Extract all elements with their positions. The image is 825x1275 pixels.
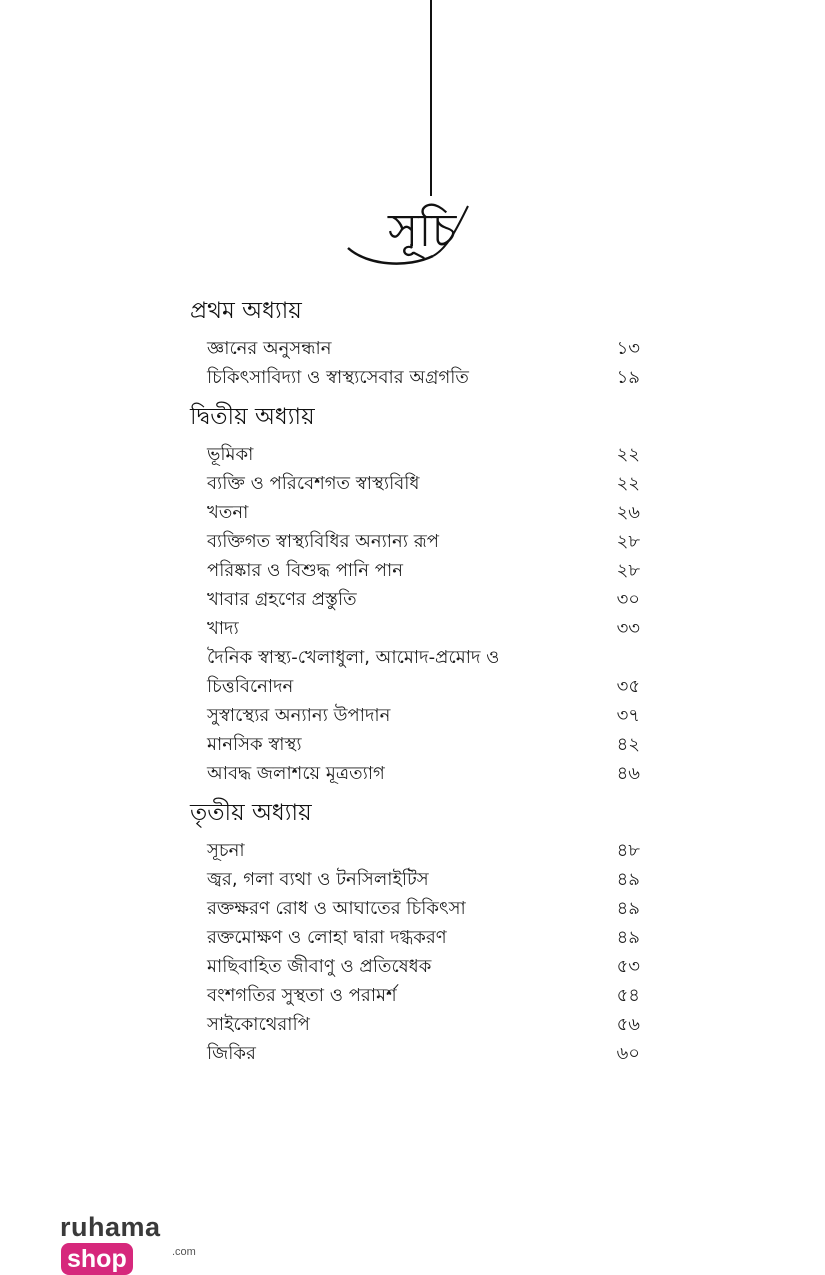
entry-page: ৪৮ bbox=[616, 840, 640, 861]
toc-entry[interactable] bbox=[190, 585, 640, 614]
entry-label: ভূমিকা bbox=[207, 444, 254, 465]
table-of-contents bbox=[190, 296, 640, 1078]
entry-page: ১৩ bbox=[616, 338, 640, 359]
toc-entry[interactable] bbox=[190, 1039, 640, 1068]
chapter-3 bbox=[190, 798, 640, 1068]
logo-text-shop: shop bbox=[61, 1243, 133, 1275]
entry-label: চিত্তবিনোদন bbox=[207, 676, 294, 697]
entry-label: ব্যক্তি ও পরিবেশগত স্বাস্থ্যবিধি bbox=[207, 473, 420, 494]
toc-entry[interactable] bbox=[190, 865, 640, 894]
toc-entry[interactable] bbox=[190, 701, 640, 730]
entry-page: ৪৯ bbox=[616, 869, 640, 890]
entry-label: দৈনিক স্বাস্থ্য-খেলাধুলা, আমোদ-প্রমোদ ও bbox=[207, 647, 500, 668]
hanging-line bbox=[430, 0, 432, 196]
entry-label: জ্বর, গলা ব্যথা ও টনসিলাইটিস bbox=[207, 869, 429, 890]
toc-entry[interactable] bbox=[190, 334, 640, 363]
toc-entry[interactable] bbox=[190, 527, 640, 556]
entry-label: বংশগতির সুস্থতা ও পরামর্শ bbox=[207, 985, 397, 1006]
toc-entry[interactable] bbox=[190, 894, 640, 923]
entry-page: ২৮ bbox=[616, 560, 640, 581]
toc-entry[interactable] bbox=[190, 952, 640, 981]
entry-label: খাদ্য bbox=[207, 618, 239, 639]
toc-entry[interactable] bbox=[190, 981, 640, 1010]
entry-page: ৪৯ bbox=[616, 898, 640, 919]
entry-page: ৩৫ bbox=[616, 676, 640, 697]
entry-page: ২৮ bbox=[616, 531, 640, 552]
entry-label: খতনা bbox=[207, 502, 249, 523]
chapter-title: তৃতীয় অধ্যায় bbox=[190, 800, 312, 826]
entry-label: রক্তক্ষরণ রোধ ও আঘাতের চিকিৎসা bbox=[207, 898, 466, 919]
logo-text-ruhama: ruhama bbox=[60, 1212, 161, 1242]
entry-page: ৩৩ bbox=[616, 618, 640, 639]
chapter-title: প্রথম অধ্যায় bbox=[190, 298, 302, 324]
toc-entry[interactable] bbox=[190, 923, 640, 952]
entry-page: ৫৬ bbox=[616, 1014, 640, 1035]
entry-label: সূচনা bbox=[207, 840, 245, 861]
entry-page: ২২ bbox=[616, 473, 640, 494]
toc-entry[interactable] bbox=[190, 836, 640, 865]
toc-entry[interactable] bbox=[190, 469, 640, 498]
entry-label: পরিষ্কার ও বিশুদ্ধ পানি পান bbox=[207, 560, 403, 581]
toc-entry[interactable] bbox=[190, 1010, 640, 1039]
toc-entry[interactable] bbox=[190, 730, 640, 759]
entry-page: ৫৩ bbox=[616, 956, 640, 977]
toc-entry[interactable] bbox=[190, 363, 640, 392]
entry-page: ৪৯ bbox=[616, 927, 640, 948]
entry-label: চিকিৎসাবিদ্যা ও স্বাস্থ্যসেবার অগ্রগতি bbox=[207, 367, 469, 388]
entry-label: খাবার গ্রহণের প্রস্তুতি bbox=[207, 589, 357, 610]
entry-page: ৩০ bbox=[616, 589, 640, 610]
entry-page: ৪২ bbox=[616, 734, 640, 755]
entry-page: ২৬ bbox=[616, 502, 640, 523]
toc-entry[interactable] bbox=[190, 556, 640, 585]
page-title: সূচি bbox=[388, 203, 457, 257]
entry-label: সাইকোথেরাপি bbox=[207, 1014, 310, 1035]
entry-page: ৫৪ bbox=[616, 985, 640, 1006]
entry-label: রক্তমোক্ষণ ও লোহা দ্বারা দগ্ধকরণ bbox=[207, 927, 447, 948]
entry-label: ব্যক্তিগত স্বাস্থ্যবিধির অন্যান্য রূপ bbox=[207, 531, 440, 552]
logo-domain: .com bbox=[172, 1246, 196, 1258]
entry-page: ১৯ bbox=[616, 367, 640, 388]
toc-entry[interactable] bbox=[190, 498, 640, 527]
entry-label: জ্ঞানের অনুসন্ধান bbox=[207, 338, 332, 359]
entry-label: আবদ্ধ জলাশয়ে মূত্রত্যাগ bbox=[207, 763, 385, 784]
chapter-1 bbox=[190, 296, 640, 392]
entry-label: সুস্বাস্থ্যের অন্যান্য উপাদান bbox=[207, 705, 391, 726]
ruhamashop-logo[interactable] bbox=[60, 1212, 230, 1273]
entry-label: মাছিবাহিত জীবাণু ও প্রতিষেধক bbox=[207, 956, 432, 977]
entry-page: ২২ bbox=[616, 444, 640, 465]
toc-entry[interactable] bbox=[190, 643, 640, 672]
toc-entry[interactable] bbox=[190, 440, 640, 469]
toc-entry[interactable] bbox=[190, 672, 640, 701]
entry-page: ৩৭ bbox=[616, 705, 640, 726]
entry-page: ৪৬ bbox=[616, 763, 640, 784]
entry-label: মানসিক স্বাস্থ্য bbox=[207, 734, 302, 755]
chapter-title: দ্বিতীয় অধ্যায় bbox=[190, 404, 315, 430]
toc-entry[interactable] bbox=[190, 759, 640, 788]
toc-entry[interactable] bbox=[190, 614, 640, 643]
entry-page: ৬০ bbox=[616, 1043, 640, 1064]
entry-label: জিকির bbox=[207, 1043, 256, 1064]
chapter-2 bbox=[190, 402, 640, 788]
